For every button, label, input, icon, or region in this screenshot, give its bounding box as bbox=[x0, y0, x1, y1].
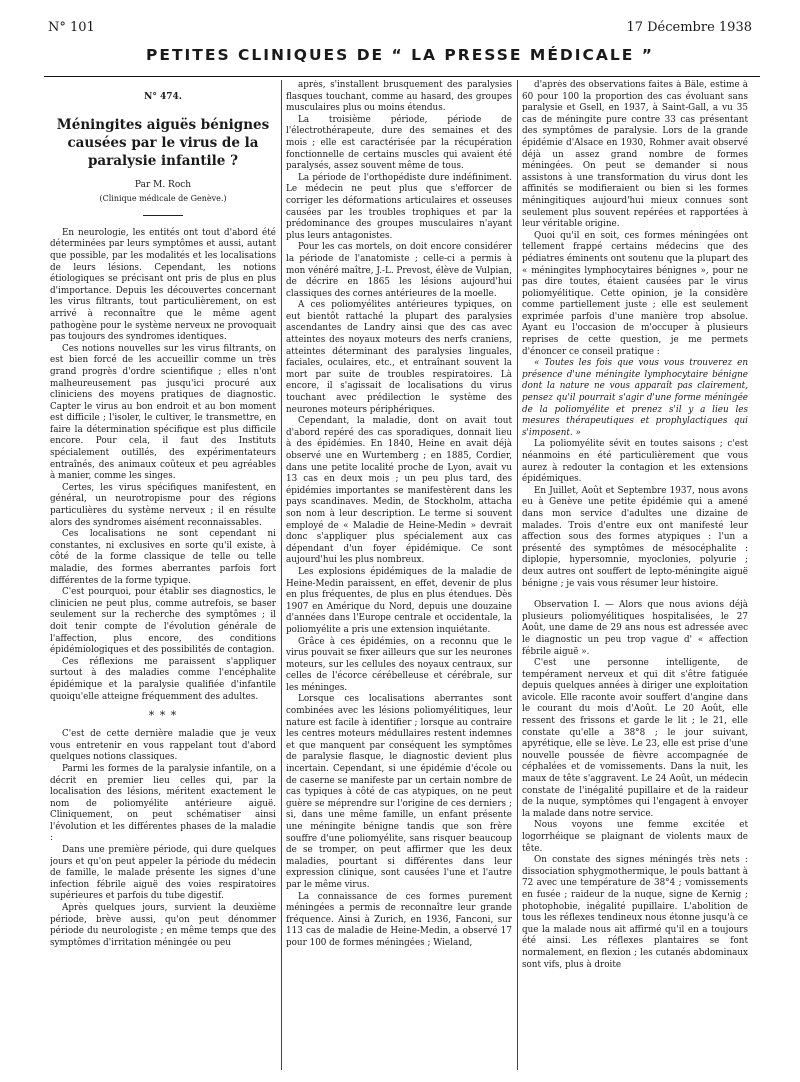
paragraph: La période de l'orthopédiste dure indéfiniment. Le médecin ne peut plus que s'efforcer de corriger les déformations articulaires et osseuses causées par les troubles trophiques et par la prédominance des groupes musculaires n'ayant plus leurs antagonistes. bbox=[286, 172, 512, 241]
paragraph: La troisième période, période de l'électrothérapeute, dure des semaines et des mois ; elle est caractérisée par la récupération fonctionnelle de certains muscles qui avaient été paralysés, assez souvent même de tous. bbox=[286, 114, 512, 172]
paragraph: Pour les cas mortels, on doit encore considérer la période de l'anatomiste ; celle-ci a permis à mon vénéré maître, J.-L. Prevost, élève de Vulpian, de décrire en 1865 les lésions aujourd'hui classiques des cornes antérieures de la moelle. bbox=[286, 242, 512, 299]
column-3 bbox=[522, 80, 748, 1070]
section-gap bbox=[522, 590, 748, 600]
paragraph: Ces localisations ne sont cependant ni constantes, ni exclusives en sorte qu'il existe, à côté de la forme classique de telle ou telle maladie, des formes aberrantes parfois fort différentes de la forme typique. bbox=[50, 529, 276, 586]
article-number: N° 474. bbox=[144, 92, 182, 102]
column-1 bbox=[50, 80, 276, 1070]
series-title: PETITES CLINIQUES DE “ LA PRESSE MÉDICALE ” bbox=[146, 46, 654, 64]
paragraph: Nous voyons une femme excitée et logorrhéique se plaignant de violents maux de tête. bbox=[522, 820, 748, 854]
paragraph: Les explosions épidémiques de la maladie de Heine-Medin paraissent, en effet, devenir de plus en plus fréquentes, de plus en plus étendues. Dès 1907 en Amérique du Nord, depuis une douzaine d'années dans l'Europe centrale et occidentale, la poliomyélite a pris une extension inquiétante. bbox=[286, 566, 512, 635]
title-divider bbox=[143, 215, 183, 216]
paragraph: C'est pourquoi, pour établir ses diagnostics, le clinicien ne peut plus, comme autrefois, se baser seulement sur la recherche des symptômes ; il doit tenir compte de l'évolution générale de l'affection, plus encore, des conditions épidémiologiques et des possibilités de contagion. bbox=[50, 587, 276, 656]
paragraph: après, s'installent brusquement des paralysies flasques touchant, comme au hasard, des groupes musculaires plus ou moins étendus. bbox=[286, 80, 512, 114]
article-title: Méningites aiguës bénignes causées par le virus de la paralysie infantile ? bbox=[56, 116, 270, 169]
page-number: N° 101 bbox=[48, 20, 95, 35]
observation-heading-paragraph: Observation I. — Alors que nous avions déjà plusieurs poliomyélitiques hospitalisées, le 27 Août, une dame de 29 ans nous est adressée avec le diagnostic un peu trop vague d' « affection fébrile aiguë ». bbox=[522, 600, 748, 657]
paragraph: En Juillet, Août et Septembre 1937, nous avons eu à Genève une petite épidémie qui a amené dans mon service d'adultes une dizaine de malades. Trois d'entre eux ont manifesté leur affection sous des formes atypiques : l'un a présenté des symptômes de mésocéphalite : diplopie, hypersomnie, myoclonies, polyurie ; deux autres ont souffert de lepto-méningite aiguë bénigne ; je vais vous résumer leur histoire. bbox=[522, 485, 748, 589]
paragraph: A ces poliomyélites antérieures typiques, on eut bientôt rattaché la plupart des paralysies ascendantes de Landry ainsi que des cas avec atteintes des noyaux moteurs des nerfs craniens, atteintes déterminant des paralysies linguales, faciales, oculaires, etc., et entraînant souvent la mort par suite de troubles respiratoires. Là encore, il s'agissait de localisations du virus touchant avec prédilection le système des neurones moteurs périphériques. bbox=[286, 300, 512, 415]
paragraph: Ces notions nouvelles sur les virus filtrants, on est bien forcé de les accueillir comme un très grand progrès d'ordre scientifique ; elles n'ont malheureusement pas jusqu'ici procuré aux cliniciens des moyens pratiques de diagnostic. Capter le virus au bon endroit et au bon moment est difficile ; l'isoler, le cultiver, le transmettre, en faire la détermination spécifique est plus difficile encore. Pour cela, il faut des Instituts spécialement outillés, des expérimentateurs entraînés, des animaux coûteux et peu agréables à manier, comme les singes. bbox=[50, 343, 276, 482]
column-separator bbox=[517, 80, 518, 1070]
paragraph: En neurologie, les entités ont tout d'abord été déterminées par leurs symptômes et aussi, autant que possible, par les modalités et les localisations de leurs lésions. Cependant, les notions étiologiques se précisant ont pris de plus en plus d'importance. Depuis les découvertes concernant les virus filtrants, tout particulièrement, on est arrivé à reconnaître que le même agent pathogène pour le système nerveux ne provoquait pas toujours des syndromes identiques. bbox=[50, 227, 276, 343]
paragraph: Lorsque ces localisations aberrantes sont combinées avec les lésions poliomyélitiques, leur nature est facile à identifier ; lorsque au contraire les centres moteurs médullaires restent indemnes et que manquent par conséquent les symptômes de paralysie flasque, le diagnostic devient plus incertain. Cependant, si une épidémie d'école ou de caserne se manifeste par un certain nombre de cas typiques à côté de cas atypiques, on ne peut guère se méprendre sur l'origine de ces derniers ; si, dans une même famille, un enfant présente une méningite bénigne tandis que son frère souffre d'une poliomyélite, sans risquer beaucoup de se tromper, on peut affirmer que les deux maladies, pourtant si différentes dans leur expression clinique, sont causées l'une et l'autre par le même virus. bbox=[286, 694, 512, 890]
paragraph: Quoi qu'il en soit, ces formes méningées ont tellement frappé certains médecins que des pédiatres éminents ont soutenu que la plupart des « méningites lymphocytaires bénignes », pour ne pas dire toutes, étaient causées par le virus poliomyélitique. Cette opinion, je la considère comme partiellement juste ; elle est seulement exprimée parfois d'une manière trop absolue. Ayant eu l'occasion de m'occuper à plusieurs reprises de cette question, je me permets d'énoncer ce conseil pratique : bbox=[522, 230, 748, 357]
issue-date: 17 Décembre 1938 bbox=[626, 20, 752, 35]
paragraph: Dans une première période, qui dure quelques jours et qu'on peut appeler la période du médecin de famille, le malade présente les signes d'une infection fébrile aiguë des voies respiratoires supérieures et parfois du tube digestif. bbox=[50, 845, 276, 902]
article-author: Par M. Roch bbox=[134, 179, 192, 190]
quoted-advice: « Toutes les fois que vous vous trouverez en présence d'une méningite lymphocytaire bénigne dont la nature ne vous apparaît pas clairement, pensez qu'il pourrait s'agir d'une forme méningée de la poliomyélite et prenez s'il y a lieu les mesures thérapeutiques et prophylactiques qui s'imposent. » bbox=[522, 358, 748, 438]
paragraph: Grâce à ces épidémies, on a reconnu que le virus pouvait se fixer ailleurs que sur les neurones moteurs, sur les cellules des noyaux centraux, sur celles de l'écorce cérébelleuse et cérébrale, sur les méninges. bbox=[286, 636, 512, 693]
column-2 bbox=[286, 80, 512, 1070]
paragraph: La poliomyélite sévit en toutes saisons ; c'est néanmoins en été particulièrement que vous aurez à redouter la contagion et les extensions épidémiques. bbox=[522, 439, 748, 485]
paragraph: d'après des observations faites à Bâle, estime à 60 pour 100 la proportion des cas évoluant sans paralysie et Gsell, en 1937, à Saint-Gall, a vu 35 cas de méningite pure contre 33 cas présentant des symptômes de paralysie. Lors de la grande épidémie d'Alsace en 1930, Rohmer avait observé déjà un assez grand nombre de formes méningées. On peut se demander si nous assistons à une transformation du virus dont les affinités se modifieraient ou bien si les formes méningitiques aujourd'hui mieux connues sont seulement plus souvent repérées et rapportées à leur véritable origine. bbox=[522, 80, 748, 230]
header-rule bbox=[44, 76, 760, 77]
paragraph: Après quelques jours, survient la deuxième période, brève aussi, qu'on peut dénommer période du neurologiste ; en même temps que des symptômes d'irritation méningée ou peu bbox=[50, 903, 276, 948]
paragraph: C'est de cette dernière maladie que je veux vous entretenir en vous rappelant tout d'abord quelques notions classiques. bbox=[50, 729, 276, 763]
paragraph: Ces réflexions me paraissent s'appliquer surtout à des maladies comme l'encéphalite épidémique et la paralysie qualifiée d'infantile quoiqu'elle atteigne fréquemment des adultes. bbox=[50, 656, 276, 702]
paragraph: Certes, les virus spécifiques manifestent, en général, un neurotropisme pour des régions particulières du système nerveux ; il en résulte alors des syndromes aisément reconnaissables. bbox=[50, 482, 276, 528]
article-affiliation: (Clinique médicale de Genève.) bbox=[99, 194, 227, 204]
paragraph: C'est une personne intelligente, de tempérament nerveux et qui dit s'être fatiguée depuis quelques années à diriger une exploitation avicole. Elle raconte avoir souffert d'angine dans le courant du mois d'Août. Le 20 Août, elle ressent des frissons et garde le lit ; le 21, elle constate qu'elle a 38°8 ; le jour suivant, apyrétique, elle se lève. Le 23, elle est prise d'une nouvelle poussée de fièvre accompagnée de céphalées et de vomissements. Dans la nuit, les maux de tête s'aggravent. Le 24 Août, un médecin constate de l'inégalité pupillaire et de la raideur de la nuque, symptômes qui l'engagent à envoyer la malade dans notre service. bbox=[522, 658, 748, 819]
paragraph: Parmi les formes de la paralysie infantile, on a décrit en premier lieu celles qui, par la localisation des lésions, méritent exactement le nom de poliomyélite antérieure aiguë. Cliniquement, on peut schématiser ainsi l'évolution et les différentes phases de la maladie : bbox=[50, 763, 276, 844]
paragraph: La connaissance de ces formes purement méningées a permis de reconnaître leur grande fréquence. Ainsi à Zurich, en 1936, Fanconi, sur 113 cas de maladie de Heine-Medin, a observé 17 pour 100 de formes méningées ; Wieland, bbox=[286, 891, 512, 948]
column-separator bbox=[281, 80, 282, 1070]
paragraph: Cependant, la maladie, dont on avait tout d'abord repéré des cas sporadiques, donnait lieu à des épidémies. En 1840, Heine en avait déjà observé une en Wurtemberg ; en 1885, Cordier, dans une petite localité proche de Lyon, avait vu 13 cas en deux mois ; un peu plus tard, des épidémies importantes se manifestèrent dans les pays scandinaves. Medin, de Stockholm, attacha son nom à leur description. Le terme si souvent employé de « Maladie de Heine-Medin » devrait donc s'appliquer plus spécialement aux cas dépendant d'un foyer épidémique. Ce sont aujourd'hui les plus nombreux. bbox=[286, 416, 512, 566]
paragraph: On constate des signes méningés très nets : dissociation sphygmothermique, le pouls battant à 72 avec une température de 38°4 ; vomissements en fusée ; raideur de la nuque, signe de Kernig ; photophobie, inégalité pupillaire. L'abolition de tous les réflexes tendineux nous étonne jusqu'à ce que la malade nous ait affirmé qu'il en a toujours été ainsi. Les réflexes plantaires se font normalement, en flexion ; les cutanés abdominaux sont vifs, plus à droite bbox=[522, 855, 748, 970]
section-separator: * * * bbox=[148, 709, 178, 723]
